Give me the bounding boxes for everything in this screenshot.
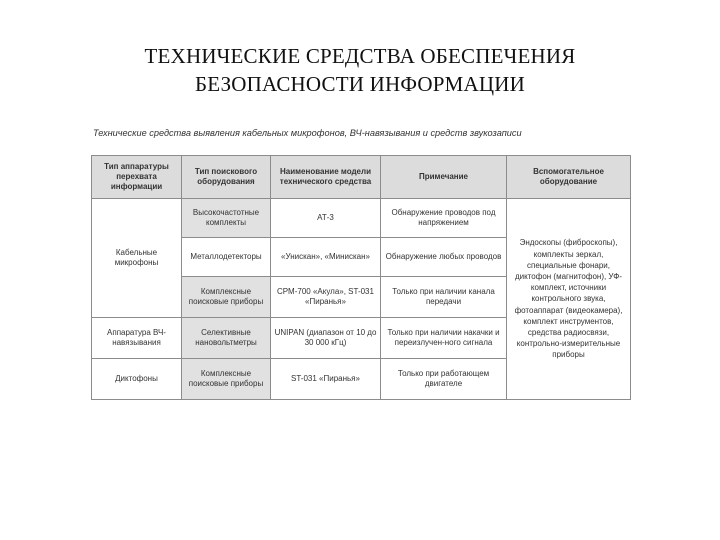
- auxiliary-equipment-cell: Эндоскопы (фиброскопы), комплекты зеркал, специальные фонари, диктофон (магнитофон), УФ-комплект, источники контрольного звука, фотоаппарат (видеокамера), комплект инструментов, средства радиосвязи, контрольно-измерительные приборы: [507, 199, 631, 400]
- table-header-row: [92, 156, 631, 199]
- equipment-cell: Комплексные поисковые приборы: [182, 359, 271, 400]
- model-cell: «Унискан», «Минискан»: [271, 238, 381, 277]
- header-note: Примечание: [381, 156, 507, 199]
- note-cell: Только при наличии канала передачи: [381, 277, 507, 318]
- equipment-cell: Металлодетекторы: [182, 238, 271, 277]
- intercept-type-cell: Диктофоны: [92, 359, 182, 400]
- slide-title: [0, 42, 720, 98]
- equipment-cell: Комплексные поисковые приборы: [182, 277, 271, 318]
- table-caption: Технические средства выявления кабельных микрофонов, ВЧ-навязывания и средств звукозаписи: [93, 128, 522, 138]
- header-search-equipment: Тип поискового оборудования: [182, 156, 271, 199]
- intercept-type-cell: Кабельные микрофоны: [92, 199, 182, 318]
- detection-means-table: [91, 155, 631, 400]
- note-cell: Только при наличии накачки и переизлучен-ного сигнала: [381, 318, 507, 359]
- model-cell: СРМ-700 «Акула», ST-031 «Пиранья»: [271, 277, 381, 318]
- note-cell: Обнаружение проводов под напряжением: [381, 199, 507, 238]
- note-cell: Обнаружение любых проводов: [381, 238, 507, 277]
- equipment-cell: Селективные нановольтметры: [182, 318, 271, 359]
- equipment-cell: Высокочастотные комплекты: [182, 199, 271, 238]
- note-cell: Только при работающем двигателе: [381, 359, 507, 400]
- table-row: [92, 199, 631, 238]
- header-model: Наименование модели технического средства: [271, 156, 381, 199]
- header-auxiliary: Вспомогательное оборудование: [507, 156, 631, 199]
- model-cell: ST-031 «Пиранья»: [271, 359, 381, 400]
- model-cell: АТ-3: [271, 199, 381, 238]
- slide-title-line-2: БЕЗОПАСНОСТИ ИНФОРМАЦИИ: [195, 72, 525, 96]
- header-intercept-type: Тип аппаратуры перехвата информации: [92, 156, 182, 199]
- slide-title-line-1: ТЕХНИЧЕСКИЕ СРЕДСТВА ОБЕСПЕЧЕНИЯ: [144, 44, 576, 68]
- intercept-type-cell: Аппаратура ВЧ-навязывания: [92, 318, 182, 359]
- model-cell: UNIPAN (диапазон от 10 до 30 000 кГц): [271, 318, 381, 359]
